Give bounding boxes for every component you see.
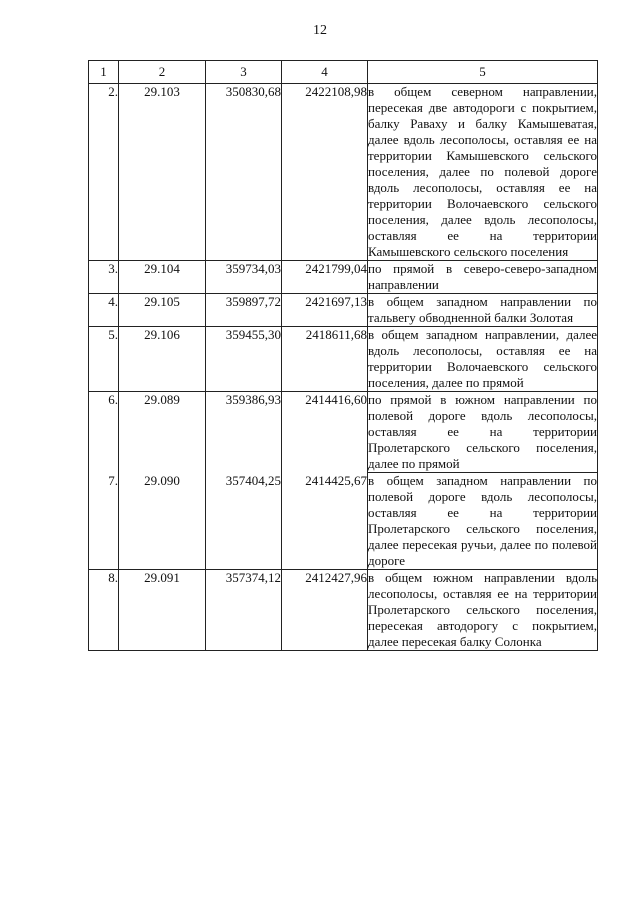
header-col-5: 5 xyxy=(368,61,598,84)
point-id: 29.091 xyxy=(119,570,206,651)
coordinate-y: 2414425,67 xyxy=(282,473,368,570)
row-number: 7. xyxy=(89,473,119,570)
row-number: 2. xyxy=(89,84,119,261)
row-number: 5. xyxy=(89,327,119,392)
coordinate-x: 359386,93 xyxy=(206,392,282,473)
point-id: 29.090 xyxy=(119,473,206,570)
coordinate-y: 2412427,96 xyxy=(282,570,368,651)
table-row xyxy=(89,392,598,473)
header-col-1: 1 xyxy=(89,61,119,84)
header-col-2: 2 xyxy=(119,61,206,84)
table-row xyxy=(89,327,598,392)
page-number: 12 xyxy=(313,23,327,38)
boundary-description: по прямой в северо-северо-западном направлении xyxy=(368,261,597,292)
table-row xyxy=(89,261,598,294)
row-number: 3. xyxy=(89,261,119,294)
coordinate-y: 2418611,68 xyxy=(282,327,368,392)
coordinate-x: 357404,25 xyxy=(206,473,282,570)
coordinate-x: 350830,68 xyxy=(206,84,282,261)
point-id: 29.105 xyxy=(119,294,206,327)
table-header-row xyxy=(89,61,598,84)
table-row xyxy=(89,473,598,570)
header-col-3: 3 xyxy=(206,61,282,84)
point-id: 29.106 xyxy=(119,327,206,392)
boundary-description: в общем западном направлении, далее вдоль лесополосы, оставляя ее на территории Волочаевского сельского поселения, далее по прямой xyxy=(368,327,597,390)
table-row xyxy=(89,570,598,651)
boundary-table xyxy=(88,60,598,651)
point-id: 29.103 xyxy=(119,84,206,261)
header-col-4: 4 xyxy=(282,61,368,84)
point-id: 29.089 xyxy=(119,392,206,473)
coordinate-x: 359455,30 xyxy=(206,327,282,392)
coordinate-x: 359897,72 xyxy=(206,294,282,327)
coordinate-y: 2414416,60 xyxy=(282,392,368,473)
coordinate-y: 2421799,04 xyxy=(282,261,368,294)
row-number: 4. xyxy=(89,294,119,327)
boundary-description: по прямой в южном направлении по полевой дороге вдоль лесополосы, оставляя ее на территории Пролетарского сельского поселения, далее по прямой xyxy=(368,392,597,471)
boundary-description: в общем северном направлении, пересекая две автодороги с покрытием, балку Раваху и балку Камышеватая, далее вдоль лесополосы, оставляя ее на территории Камышевского сельского поселения, далее по полевой дороге вдоль лесополосы, оставляя ее на территории Волочаевского сельского поселения, далее вдоль лесополосы, оставляя ее на территории Камышевского сельского поселения xyxy=(368,84,597,259)
coordinate-x: 357374,12 xyxy=(206,570,282,651)
coordinate-y: 2421697,13 xyxy=(282,294,368,327)
coordinate-y: 2422108,98 xyxy=(282,84,368,261)
coordinate-x: 359734,03 xyxy=(206,261,282,294)
boundary-description: в общем западном направлении по полевой дороге вдоль лесополосы, оставляя ее на территории Пролетарского сельского поселения, далее пересекая ручьи, далее по полевой дороге xyxy=(368,473,597,568)
boundary-description: в общем южном направлении вдоль лесополосы, оставляя ее на территории Пролетарского сельского поселения, пересекая автодорогу с покрытием, далее пересекая балку Солонка xyxy=(368,570,597,649)
row-number: 8. xyxy=(89,570,119,651)
point-id: 29.104 xyxy=(119,261,206,294)
table-row xyxy=(89,294,598,327)
table-row xyxy=(89,84,598,261)
boundary-description: в общем западном направлении по тальвегу обводненной балки Золотая xyxy=(368,294,597,325)
row-number: 6. xyxy=(89,392,119,473)
